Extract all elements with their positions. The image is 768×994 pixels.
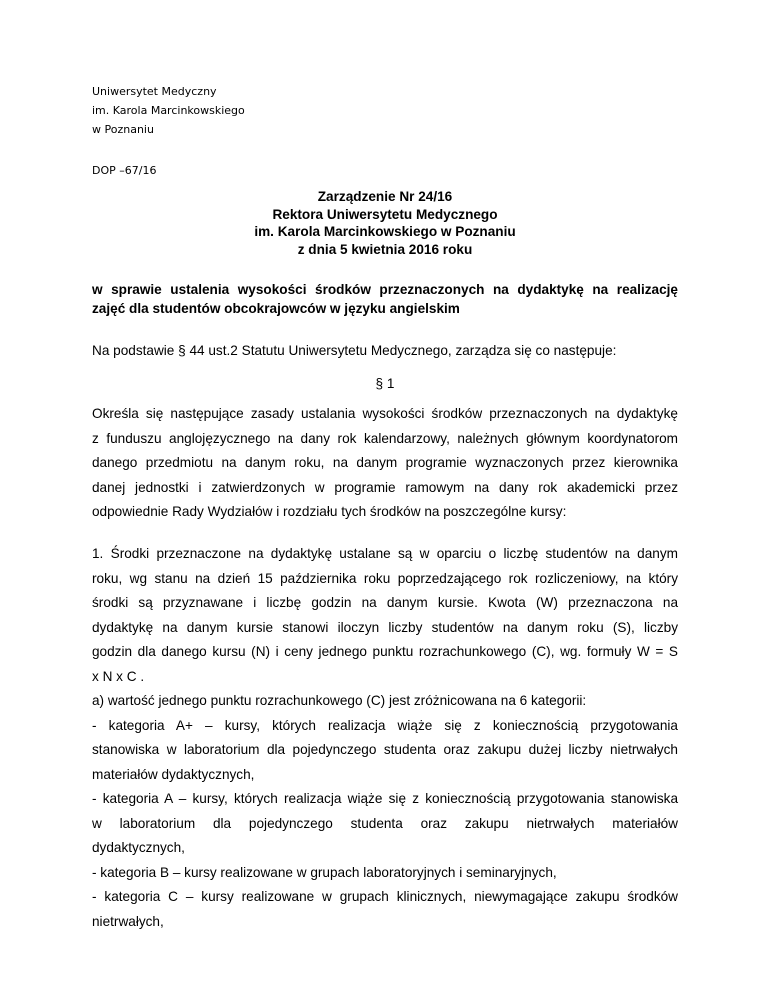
paragraph-line: odpowiednie Rady Wydziałów i rozdziału tych środków na poszczególne kursy: — [92, 504, 567, 519]
reference-number: DOP –67/16 — [92, 164, 157, 177]
subject-line: zajęć dla studentów obcokrajowców w języku angielskim — [92, 301, 460, 316]
document-title — [92, 188, 678, 258]
paragraph-line: stanowiska w laboratorium dla pojedynczego studenta oraz zakupu dużej liczby nietrwałych — [92, 742, 678, 757]
header-line: w Poznaniu — [92, 123, 154, 136]
header-line: im. Karola Marcinkowskiego — [92, 104, 245, 117]
paragraph-line: dydaktycznych, — [92, 840, 185, 855]
paragraph-1 — [92, 402, 678, 525]
title-line: z dnia 5 kwietnia 2016 roku — [297, 241, 473, 257]
paragraph-line: a) wartość jednego punktu rozrachunkowego (C) jest zróżnicowana na 6 kategorii: — [92, 693, 587, 708]
title-line: im. Karola Marcinkowskiego w Poznaniu — [254, 224, 516, 239]
university-header — [92, 82, 245, 139]
paragraph-line: - kategoria C – kursy realizowane w grupach klinicznych, niewymagające zakupu środków — [92, 889, 678, 904]
paragraph-line: danej jednostki i zatwierdzonych w programie ramowym na dany rok akademicki przez — [92, 479, 678, 495]
section-mark: § 1 — [375, 376, 395, 391]
paragraph-line: - kategoria A – kursy, których realizacja wiąże się z koniecznością przygotowania stanowiska — [92, 791, 678, 806]
paragraph-line: - kategoria A+ – kursy, których realizacja wiąże się z koniecznością przygotowania — [92, 717, 678, 733]
paragraph-line: roku, wg stanu na dzień 15 października roku poprzedzającego rok rozliczeniowy, na który — [92, 570, 678, 586]
paragraph-line: w laboratorium dla pojedynczego studenta oraz zakupu nietrwałych materiałów — [92, 815, 678, 831]
paragraph-line: nietrwałych, — [92, 913, 164, 929]
title-line: Zarządzenie Nr 24/16 — [317, 189, 453, 204]
paragraph-line: godzin dla danego kursu (N) i ceny jednego punktu rozrachunkowego (C), wg. formuły W = S — [92, 644, 678, 659]
paragraph-line: dydaktykę na danym kursie stanowi iloczyn liczby studentów na danym roku (S), liczby — [92, 619, 678, 635]
legal-basis: Na podstawie § 44 ust.2 Statutu Uniwersytetu Medycznego, zarządza się co następuje: — [92, 343, 617, 358]
paragraph-line: x N x C . — [92, 668, 145, 684]
paragraph-2 — [92, 542, 678, 934]
paragraph-line: materiałów dydaktycznych, — [92, 766, 255, 782]
paragraph-line: 1. Środki przeznaczone na dydaktykę ustalane są w oparciu o liczbę studentów na danym — [92, 546, 678, 561]
title-line: Rektora Uniwersytetu Medycznego — [272, 206, 498, 222]
paragraph-line: środki są przyznawane i liczbę godzin na danym kursie. Kwota (W) przeznaczona na — [92, 595, 678, 610]
paragraph-line: z funduszu anglojęzycznego na dany rok kalendarzowy, należnych głównym koordynatorom — [92, 430, 678, 446]
paragraph-line: Określa się następujące zasady ustalania wysokości środków przeznaczonych na dydaktykę — [92, 406, 678, 421]
subject-line: w sprawie ustalenia wysokości środków przeznaczonych na dydaktykę na realizację — [92, 282, 678, 297]
paragraph-line: danego przedmiotu na danym roku, na danym programie wyznaczonych przez kierownika — [92, 455, 678, 470]
document-subject — [92, 280, 678, 318]
header-line: Uniwersytet Medyczny — [92, 85, 217, 98]
paragraph-line: - kategoria B – kursy realizowane w grupach laboratoryjnych i seminaryjnych, — [92, 864, 557, 880]
